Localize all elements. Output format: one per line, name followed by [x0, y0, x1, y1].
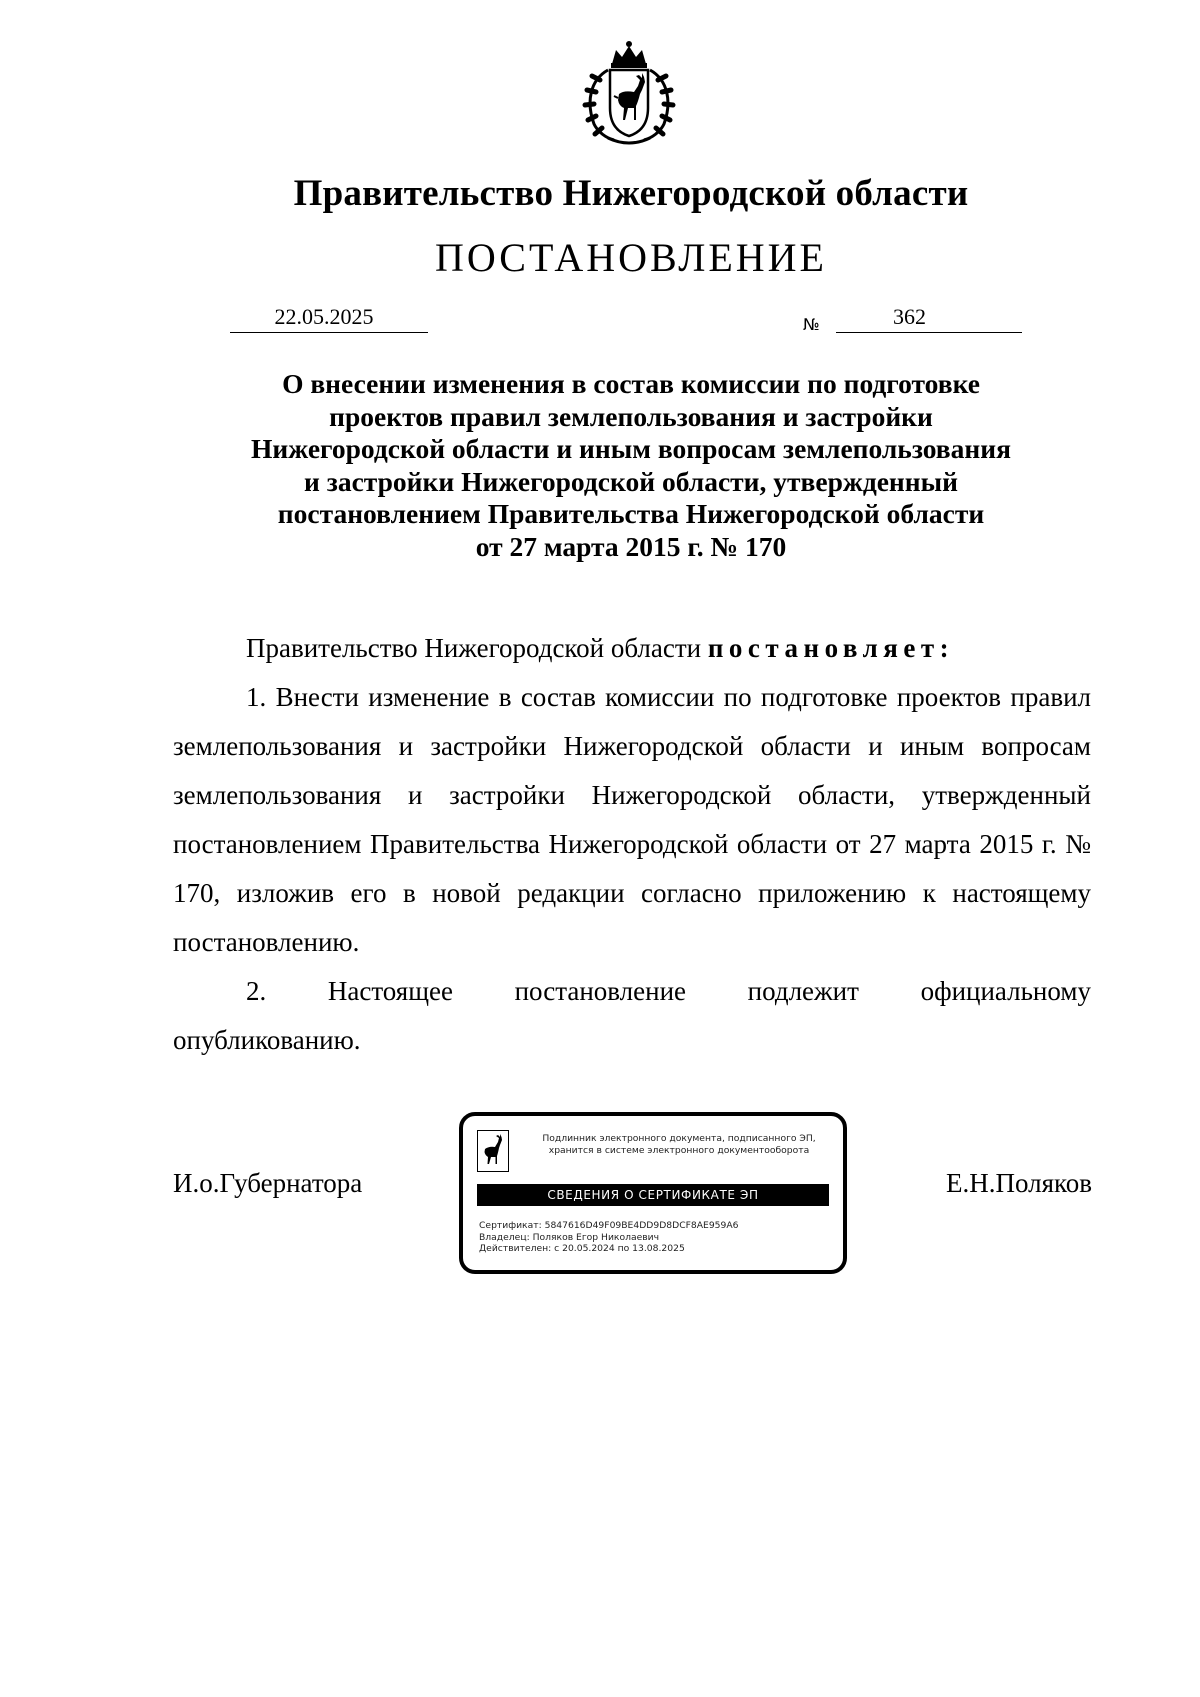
certificate-details	[479, 1220, 739, 1255]
document-subject	[200, 368, 1062, 564]
electronic-signature-stamp	[459, 1112, 847, 1274]
subject-line: и застройки Нижегородской области, утвержденный	[304, 465, 958, 497]
subject-line: О внесении изменения в состав комиссии по подготовке	[282, 368, 980, 399]
deer-emblem-icon	[478, 1131, 507, 1170]
document-type: ПОСТАНОВЛЕНИЕ	[435, 235, 827, 280]
intro-verb: постановляет	[707, 633, 940, 663]
government-title: Правительство Нижегородской области	[293, 173, 969, 214]
stamp-note	[519, 1133, 839, 1157]
paragraph-2-word: Настоящее	[327, 976, 453, 1006]
subject-line: проектов правил землепользования и застройки	[329, 400, 933, 432]
document-date: 22.05.2025	[230, 302, 428, 333]
certificate-id: Сертификат: 5847616D49F09BE4DD9D8DCF8AE959A6	[479, 1220, 739, 1231]
document-body	[173, 624, 1091, 1065]
subject-line: Нижегородской области и иным вопросам землепользования	[251, 433, 1011, 465]
subject-line: от 27 марта 2015 г. № 170	[475, 530, 787, 562]
paragraph-1: 1. Внести изменение в состав комиссии по подготовке проектов правил землепользования и застройки Нижегородской области и иным вопросам землепользования и застройки Нижегородской области, утвержденный постановлением Правительства Нижегородской области от 27 марта 2015 г. № 170, изложив его в новой редакции согласно приложению к настоящему постановлению.	[173, 682, 1091, 957]
stamp-logo	[477, 1130, 509, 1172]
paragraph-2-line	[173, 967, 1091, 1016]
stamp-header: СВЕДЕНИЯ О СЕРТИФИКАТЕ ЭП	[477, 1184, 829, 1206]
coat-of-arms-emblem	[578, 40, 680, 146]
paragraph-2-word: официальному	[920, 976, 1091, 1006]
paragraph-2-word: подлежит	[747, 976, 859, 1006]
signer-name: Е.Н.Поляков	[945, 1168, 1092, 1198]
number-label: №	[803, 315, 820, 334]
intro-paragraph	[173, 624, 1091, 673]
document-number: 362	[836, 302, 1022, 333]
certificate-owner: Владелец: Поляков Егор Николаевич	[479, 1231, 660, 1243]
paragraph-2-end: опубликованию.	[173, 1025, 361, 1055]
subject-line: постановлением Правительства Нижегородской области	[277, 498, 985, 530]
nizhny-novgorod-coat-of-arms-icon	[578, 40, 680, 146]
intro-colon: :	[939, 633, 949, 663]
intro-prefix: Правительство Нижегородской области	[246, 633, 708, 663]
paragraph-2-word: 2.	[246, 976, 267, 1006]
paragraph-2-word: постановление	[514, 976, 687, 1006]
stamp-note-line: Подлинник электронного документа, подписанного ЭП,	[542, 1133, 816, 1144]
certificate-validity: Действителен: с 20.05.2024 по 13.08.2025	[479, 1243, 685, 1254]
stamp-note-line: хранится в системе электронного документооборота	[548, 1145, 810, 1156]
signer-position: И.о.Губернатора	[173, 1168, 363, 1198]
